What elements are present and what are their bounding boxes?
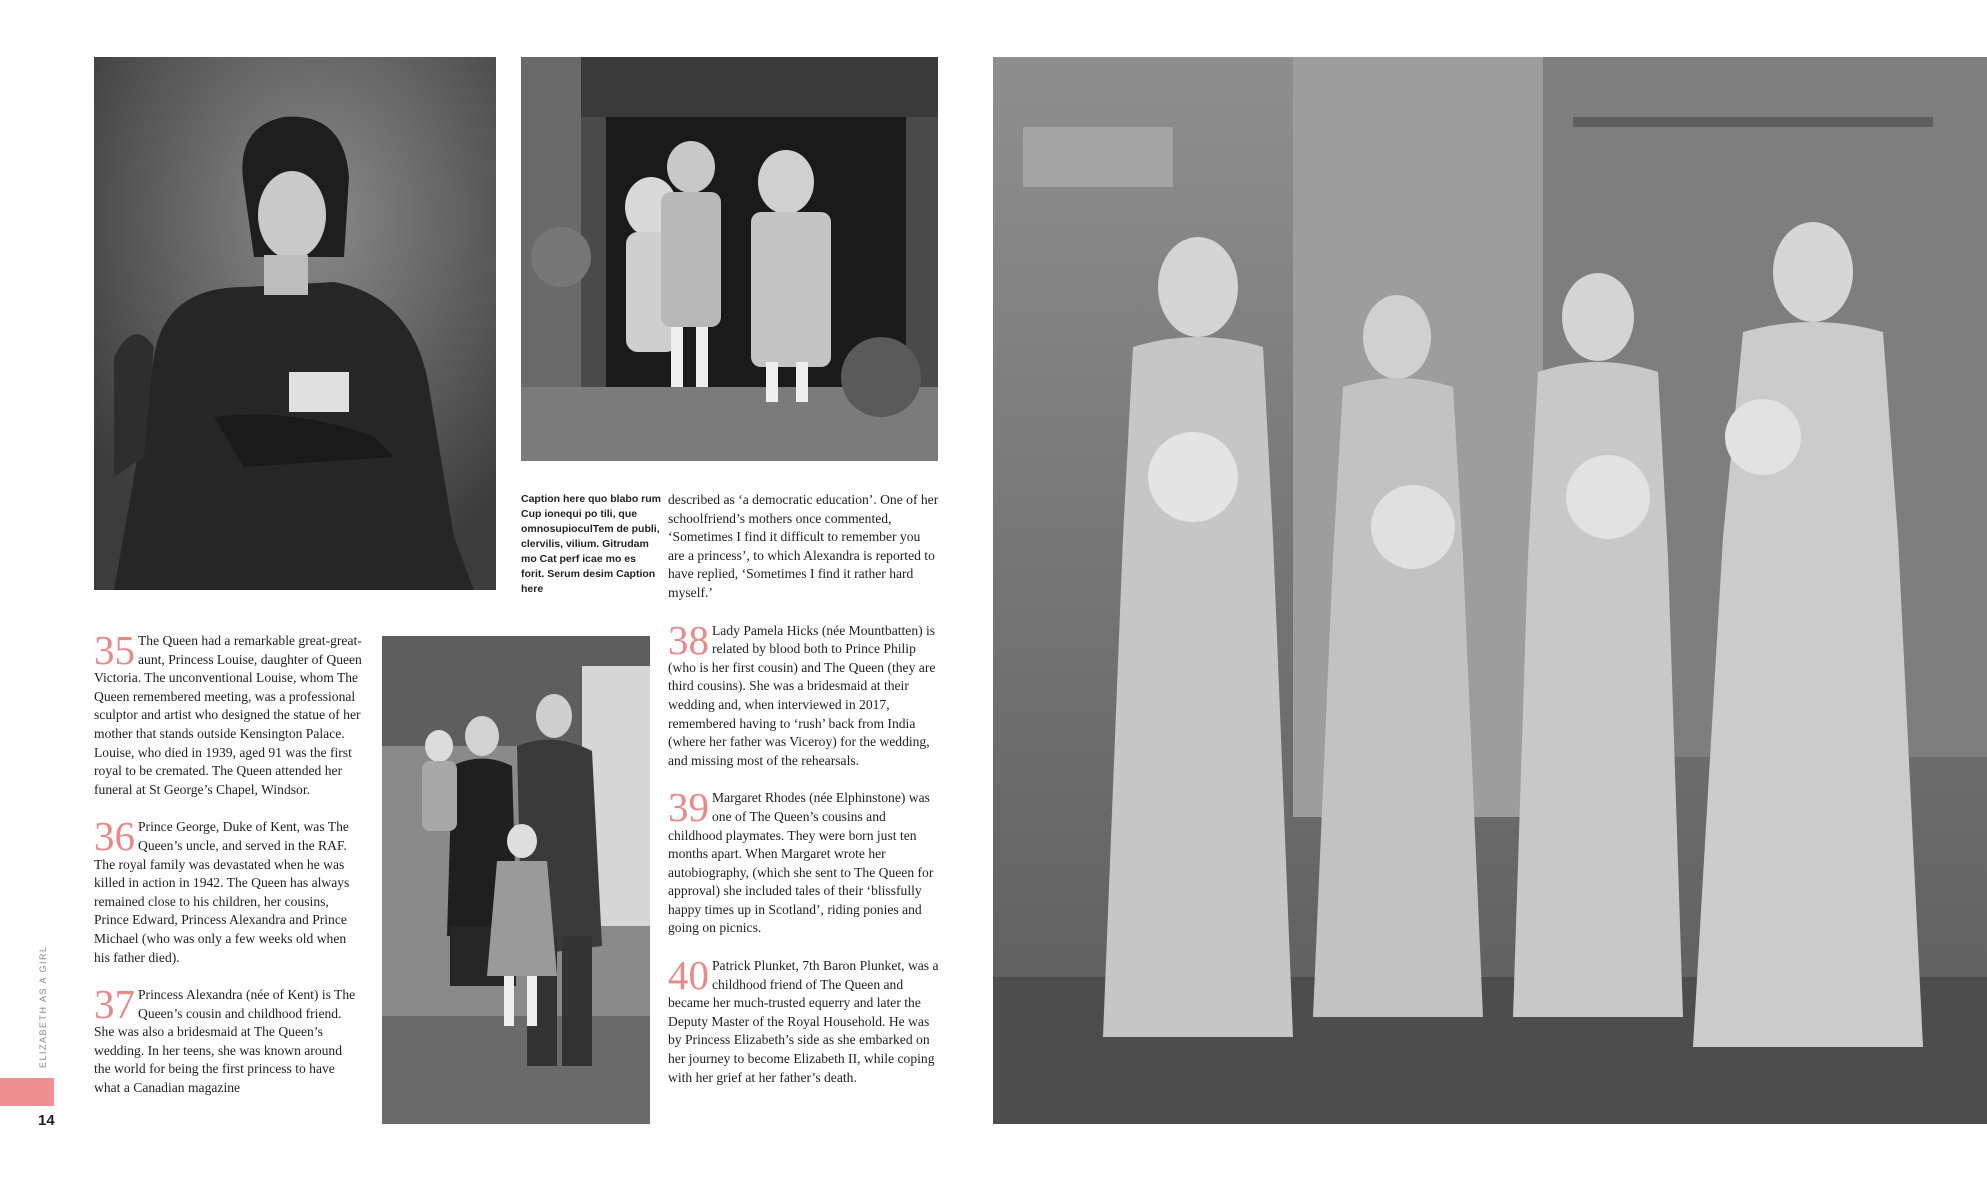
section-tab [0,1078,54,1106]
fact-number: 36 [94,813,135,860]
fact-text: The Queen had a remarkable great-great-aunt, Princess Louise, daughter of Queen Victoria. The unconventional Louise, whom The Queen remembered meeting, was a professional sculptor and artist who designed the statue of her mother that stands outside Kensington Palace. Louise, who died in 1939, aged 91 was the first royal to be cremated. The Queen attended her funeral at St George’s Chapel, Windsor. [94,633,362,797]
photo-kent-family [382,636,650,1124]
photo-bridesmaids [993,57,1987,1124]
fact-text: Princess Alexandra (née of Kent) is The Queen’s cousin and childhood friend. She was also a bridesmaid at The Queen’s wedding. In her teens, she was known around the world for being the first princess to have what a Canadian magazine [94,987,356,1096]
fact-text: Lady Pamela Hicks (née Mountbatten) is related by blood both to Prince Philip (who is her first cousin) and The Queen (they are third cousins). She was a bridesmaid at their wedding and, when interviewed in 2017, remembered having to ‘rush’ back from India (where her father was Viceroy) for the wedding, and missing most of the rehearsals. [668,622,936,768]
continued-paragraph [668,491,940,603]
fact-number: 38 [668,616,709,663]
fact-36 [94,813,362,967]
fact-39 [668,784,940,938]
photo-children-doorway [521,57,938,461]
fact-35 [94,627,362,799]
fact-text: Margaret Rhodes (née Elphinstone) was one of The Queen’s cousins and childhood playmates. They were born just ten months apart. When Margaret wrote her autobiography, (which she sent to The Queen for approval) she included tales of their ‘blissfully happy times up in Scotland’, riding ponies and going on picnics. [668,790,934,936]
fact-number: 39 [668,784,709,831]
fact-number: 37 [94,981,135,1028]
fact-40 [668,952,940,1087]
section-label: ELIZABETH AS A GIRL [38,945,48,1068]
photo-caption: Caption here quo blabo rum Cup ionequi po tili, que omnosupioculTem de publi, clervilis, vilium. Gitrudam mo Cat perf icae mo es forit. Serum desim Caption here [521,493,662,595]
continued-text: described as ‘a democratic education’. One of her schoolfriend’s mothers once commented, ‘Sometimes I find it difficult to remember you are a princess’, to which Alexandra is reported to have replied, ‘Sometimes I find it rather hard myself.’ [668,492,939,600]
photo-princess-louise [94,57,496,590]
page-number: 14 [38,1112,55,1129]
fact-text: Prince George, Duke of Kent, was The Queen’s uncle, and served in the RAF. The royal family was devastated when he was killed in action in 1942. The Queen has always remained close to his children, her cousins, Prince Edward, Princess Alexandra and Prince Michael (who was only a few weeks old when his father died). [94,819,350,965]
fact-37 [94,981,362,1098]
fact-number: 40 [668,952,709,999]
fact-number: 35 [94,627,135,673]
text-column-left [94,627,362,1117]
fact-38 [668,616,940,771]
fact-text: Patrick Plunket, 7th Baron Plunket, was a childhood friend of The Queen and became her much-trusted equerry and later the Deputy Master of the Royal Household. He was by Princess Elizabeth’s side as she embarked on her journey to become Elizabeth II, while coping with her grief at her father’s death. [668,958,939,1085]
text-column-middle [668,491,940,1106]
